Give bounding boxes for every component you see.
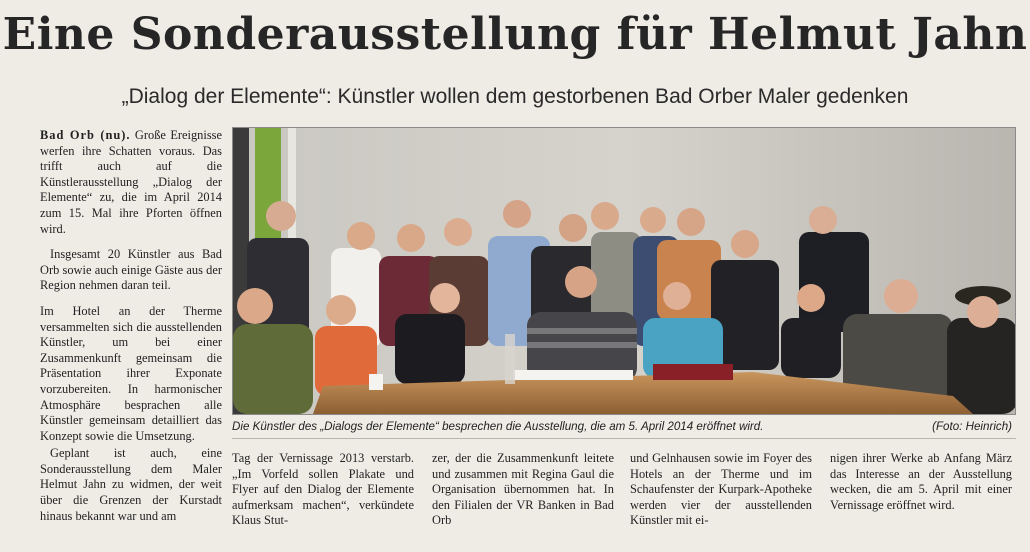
article-column-2 (232, 451, 414, 529)
group-photo-image (233, 128, 1015, 414)
article-column-3 (432, 451, 614, 529)
paragraph-4: Tag der Vernissage 2013 verstarb. „Im Vorfeld sollen Plakate und Flyer auf den Dialog der Elemente aufmerksam machen“, verkündete Klaus Stut- (232, 451, 414, 528)
paragraph-6: und Gelnhausen sowie im Foyer des Hotels an der Therme und im Schaufenster der Kurpark-Apotheke werden vier der ausstellenden Künstler mit ei- (630, 451, 812, 528)
article-column-4 (630, 451, 812, 529)
paragraph-2: Im Hotel an der Therme versammelten sich die ausstellenden Künstler, um bei einer Zusammenkunft gemeinsam die Präsentation ihrer Exponate vorzubereiten. In harmonischer Atmosphäre besprachen alle Künstler gemeinsam detailliert das Konzept sowie die Umsetzung. (40, 303, 222, 443)
lead-paragraph (40, 128, 222, 237)
column-divider (232, 438, 1016, 439)
dateline: Bad Orb (nu). (40, 128, 131, 142)
group-photo (232, 127, 1016, 415)
photo-credit: (Foto: Heinrich) (932, 420, 1012, 433)
subheadline: „Dialog der Elemente“: Künstler wollen dem gestorbenen Bad Orber Maler gedenken (121, 85, 909, 108)
paragraph-1: Insgesamt 20 Künstler aus Bad Orb sowie auch einige Gäste aus der Region nehmen daran teil. (40, 247, 222, 293)
headline: Eine Sonderausstellung für Helmut Jahn (2, 9, 1028, 60)
paragraph-5: zer, der die Zusammenkunft leitete und zusammen mit Regina Gaul die Organisation übernommen hat. In den Filialen der VR Banken in Bad Orb (432, 451, 614, 528)
photo-caption (232, 419, 1016, 435)
article-column-1 (40, 128, 222, 524)
paragraph-3: Geplant ist auch, eine Sonderausstellung dem Maler Helmut Jahn zu widmen, der weit über die Grenzen der Kurstadt hinaus bekannt war und am (40, 446, 222, 523)
caption-text: Die Künstler des „Dialogs der Elemente“ besprechen die Ausstellung, die am 5. April 2014 eröffnet wird. (232, 420, 764, 433)
article-column-5 (830, 451, 1012, 513)
paragraph-7: nigen ihrer Werke ab Anfang März das Interesse an der Ausstellung wecken, die am 5. April mit einer Vernissage eröffnet wird. (830, 451, 1012, 512)
lead-text: Große Ereignisse werfen ihre Schatten voraus. Das trifft auch auf die Künstlerausstellung „Dialog der Elemente“ zu, die im April 2014 zum 15. Mal ihre Pforten öffnen wird. (40, 128, 222, 236)
